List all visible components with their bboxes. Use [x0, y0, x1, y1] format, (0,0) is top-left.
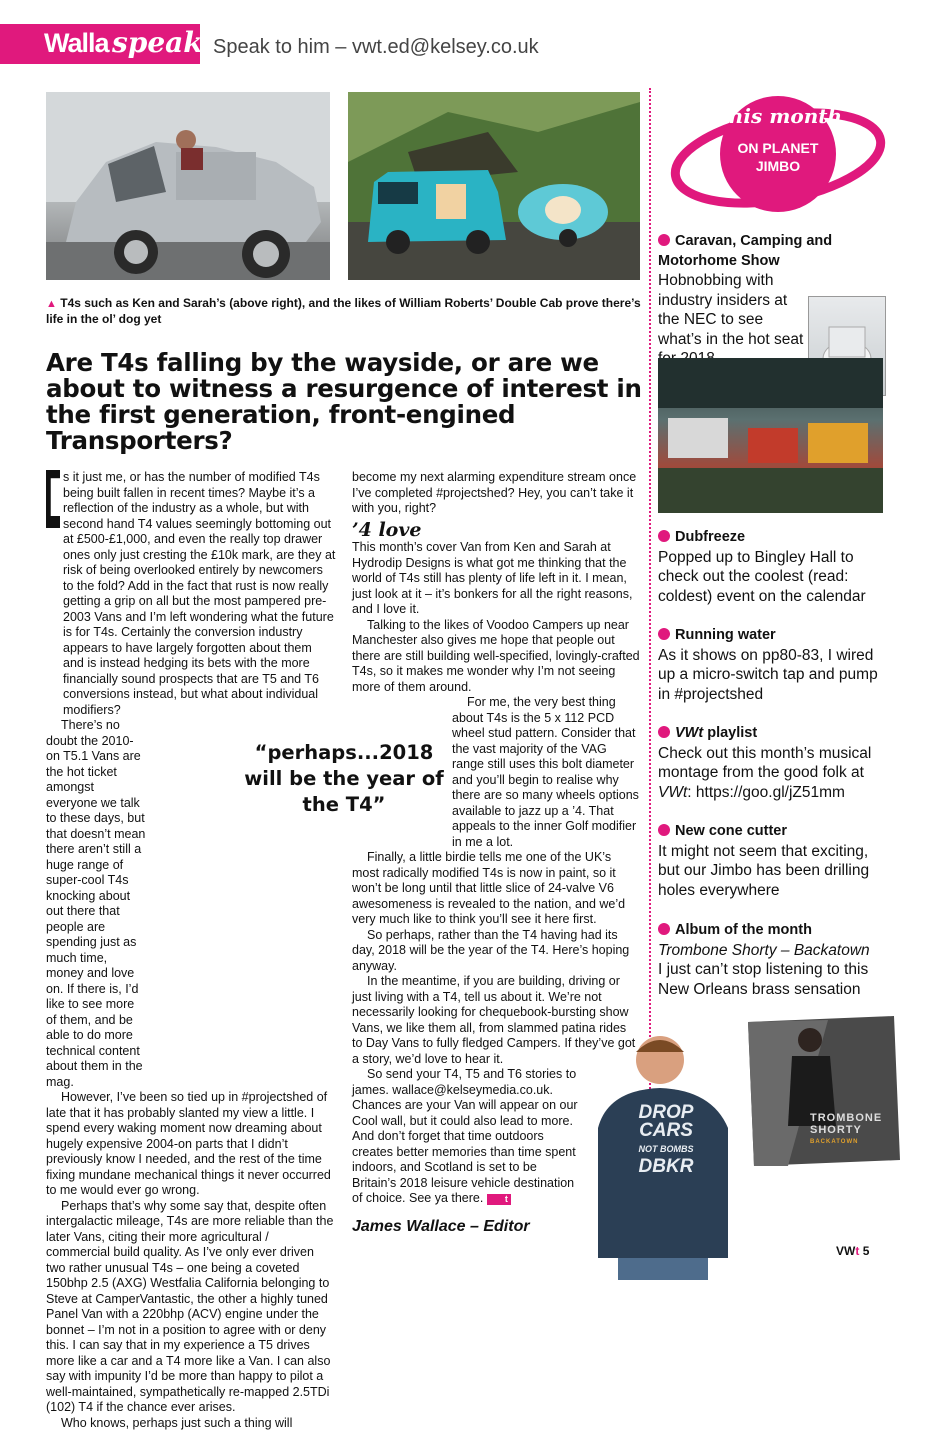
paragraph: There’s no doubt the 2010-on T5.1 Vans are the hot ticket amongst everyone we talk to these days, but that doesn’t mean there aren’t still a huge range of super-cool T4s knocking about out there that people are spending just as much time, money and love on. If there is, I’d like to see more of them, and be able to do more technical content about them in the mag. — [46, 718, 336, 1090]
paragraph: Talking to the likes of Voodoo Campers up near Manchester also gives me hope that people out there are still building well-specified, lovingly-crafted T4s, so it makes me wonder why I’m not seeing more of them around. — [352, 618, 640, 696]
badge-line1: ON PLANET — [668, 140, 888, 156]
paragraph: For me, the very best thing about T4s is the 5 x 112 PCD wheel stud pattern. Consider that the vast majority of the VAG range still uses this bolt diameter and you’ll begin to realise why there are so many wheels options available to jazz up a ’4. That appeals to the inner Golf modifier in me a lot. — [352, 695, 640, 850]
sidebar-item-title — [658, 822, 883, 842]
photo-caption — [46, 296, 641, 327]
headline: Are T4s falling by the wayside, or are we about to witness a resurgence of interest in the first generation, front-engined Transporters? — [46, 350, 646, 454]
sidebar-item-title-text: Running water — [675, 627, 776, 643]
editor-signoff: James Wallace – Editor — [352, 1218, 530, 1236]
paragraph: In the meantime, if you are building, driving or just living with a T4, tell us about it. We’re not necessarily looking for chequebook-bursting show Vans, we like them all, from slammed patina rides to Day Vans to fully fledged Campers. If they’ve got a story, we’d love to hear it. — [352, 974, 640, 1067]
bullet-dot-icon — [658, 923, 670, 935]
sidebar-item-title-text: New cone cutter — [675, 823, 787, 839]
caption-text: T4s such as Ken and Sarah’s (above right), and the likes of William Roberts’ Double Cab prove there’s life in the ol’ dog yet — [46, 296, 641, 326]
sidebar-item-text: As it shows on pp80-83, I wired up a micro-switch tap and pump in #projectshed — [658, 647, 878, 703]
photo-editor — [588, 1028, 738, 1280]
sidebar-item-running-water — [658, 626, 883, 704]
sidebar-item-text: It might not seem that exciting, but our Jimbo has been drilling holes everywhere — [658, 843, 869, 899]
photo-double-cab — [46, 92, 330, 280]
bullet-dot-icon — [658, 234, 670, 246]
sidebar-item-title — [658, 528, 883, 548]
paragraph: This month’s cover Van from Ken and Sarah at Hydrodip Designs is what got me thinking that the world of T4s still has plenty of life left in it. I mean, just look at it – it’s bonkers for all the right reasons, and I love it. — [352, 540, 640, 618]
playlist-link[interactable]: : https://goo.gl/jZ51mm — [687, 784, 845, 801]
magazine-name-t: t — [855, 1244, 859, 1258]
pull-quote: “perhaps...2018 will be the year of the T4” — [244, 740, 444, 818]
caption-marker: ▲ — [46, 298, 57, 310]
sidebar-item-text: I just can’t stop listening to this New Orleans brass sensation — [658, 961, 868, 998]
sidebar-item-title-text: Caravan, Camping and Motorhome Show — [658, 233, 832, 269]
sidebar-item-title — [658, 626, 883, 646]
paragraph: So perhaps, rather than the T4 having had its day, 2018 will be the year of the T4. Here’s hoping anyway. — [352, 928, 640, 975]
sidebar-item-text — [658, 745, 871, 801]
page-footer — [836, 1244, 869, 1258]
tshirt-text-line: DROP — [616, 1104, 716, 1122]
sidebar-item-title-text: playlist — [703, 725, 757, 741]
photo-nec-show-hall — [658, 358, 883, 513]
subheading: ’4 love — [352, 523, 640, 539]
paragraph-text: So send your T4, T5 and T6 stories to james. wallace@kelseymedia.co.uk. Chances are your Van will appear on our Cool wall, but it could also lead to more. And don’t forget that time outdoors creates better memories than time spent indoors, and Scotland is set to be Britain’s 2018 leisure vehicle destination of choice. See ya there. — [352, 1067, 578, 1205]
tshirt-text-line: DBKR — [616, 1158, 716, 1176]
sidebar-item-title-text: Album of the month — [675, 922, 812, 938]
section-tag-word1: Walla — [44, 28, 109, 59]
end-mark: t — [487, 1194, 511, 1205]
sidebar-item-album — [658, 921, 883, 999]
sidebar-item-playlist — [658, 724, 883, 802]
paragraph: Finally, a little birdie tells me one of the UK’s most radically modified T4s is now in paint, so it won’t be long until that little slice of 24-valve V6 awesomeness is revealed to the nation, and we’d very much like to think you’ll see it here first. — [352, 850, 640, 928]
tshirt-text-line: NOT BOMBS — [616, 1140, 716, 1158]
album-title-line: SHORTY — [810, 1124, 882, 1136]
photo-teal-camper — [348, 92, 640, 280]
bullet-dot-icon — [658, 824, 670, 836]
paragraph: Who knows, perhaps just such a thing will — [46, 1416, 336, 1431]
bullet-dot-icon — [658, 726, 670, 738]
sidebar-item-cone-cutter — [658, 822, 883, 900]
sidebar-item-dubfreeze — [658, 528, 883, 606]
paragraph: Perhaps that’s why some say that, despite often intergalactic mileage, T4s are more reliable than the later Vans, citing their more agricultural / commercial build quality. As I’ve only ever driven two rather unusual T4s – one being a coveted 150bhp 2.5 (AXG) Westfalia California belonging to Steve at CamperVantastic, the other a highly tuned Panel Van with a 220bhp (ACV) engine under the bonnet – I’m not in a position to agree with or deny this. I can say that in my experience a T5 drives more like a car and a T4 more like a Van. I can also say with impunity I’d be more than happy to pilot a well-maintained, sympathetically re-mapped 2.5TDi (102) T4 if the chance ever arises. — [46, 1199, 336, 1416]
paragraph: become my next alarming expenditure stream once I’ve completed #projectshed? Hey, you can’t take it with you, right? — [352, 470, 640, 517]
page-number: 5 — [863, 1244, 870, 1258]
album-cover — [748, 1016, 900, 1166]
planet-jimbo-badge — [668, 88, 888, 220]
header-subtitle: Speak to him – vwt.ed@kelsey.co.uk — [213, 36, 539, 59]
bullet-dot-icon — [658, 628, 670, 640]
section-tag-word2: speaks — [112, 26, 218, 59]
badge-line2: JIMBO — [668, 158, 888, 174]
article-column-1 — [46, 470, 336, 1431]
paragraph: s it just me, or has the number of modified T4s being built fallen in recent times? Maybe it’s a reflection of the industry as a whole, but with second hand T4 values seemingly bottoming out at £500-£1,000, and even the really top drawer ones only just cresting the £10k mark, are they at risk of being overlooked entirely by newcomers to the fold? Add in the fact that rust is now really getting a grip on all but the most pampered pre-2003 Vans and I’m left wondering what the future is for T4s. Certainly the conversion industry appears to have largely forgotten about them and is instead hedging its bets with the more financially sound prospects that are T5 and T6 conversions instead, but what about individual modifiers? — [46, 470, 336, 718]
sidebar-item-title — [658, 724, 883, 744]
bullet-dot-icon — [658, 530, 670, 542]
sidebar-item-text: Hobnobbing with industry insiders at the NEC to see what’s in the hot seat — [658, 271, 808, 369]
album-subtitle: BACKATOWN — [810, 1136, 882, 1148]
sidebar-item-text: Popped up to Bingley Hall to check out the coolest (read: coldest) event on the calendar — [658, 549, 866, 605]
sidebar-item-title-italic: VWt — [675, 725, 703, 741]
album-name: Trombone Shorty – Backatown — [658, 941, 883, 961]
sidebar-text-pre: Check out this month’s musical montage from the good folk at — [658, 745, 871, 782]
magazine-name: VW — [836, 1244, 855, 1258]
drop-cap: I — [46, 470, 60, 528]
tshirt-text-line: CARS — [616, 1122, 716, 1140]
sidebar-item-title — [658, 232, 883, 271]
section-tag — [0, 24, 200, 64]
sidebar-item-title-text: Dubfreeze — [675, 529, 745, 545]
album-title-line: TROMBONE — [810, 1112, 882, 1124]
sidebar-item-title — [658, 921, 883, 941]
sidebar-text-italic: VWt — [658, 784, 687, 801]
paragraph: However, I’ve been so tied up in #projectshed of late that it has probably slanted my view a little. I spend every waking moment now dreaming about hugely expensive 2004-on parts that I didn’t previously know I needed, and the rest of the time fixing mundane mechanical things it never occurred to me would ever go wrong. — [46, 1090, 336, 1199]
badge-script: This month — [668, 104, 888, 128]
